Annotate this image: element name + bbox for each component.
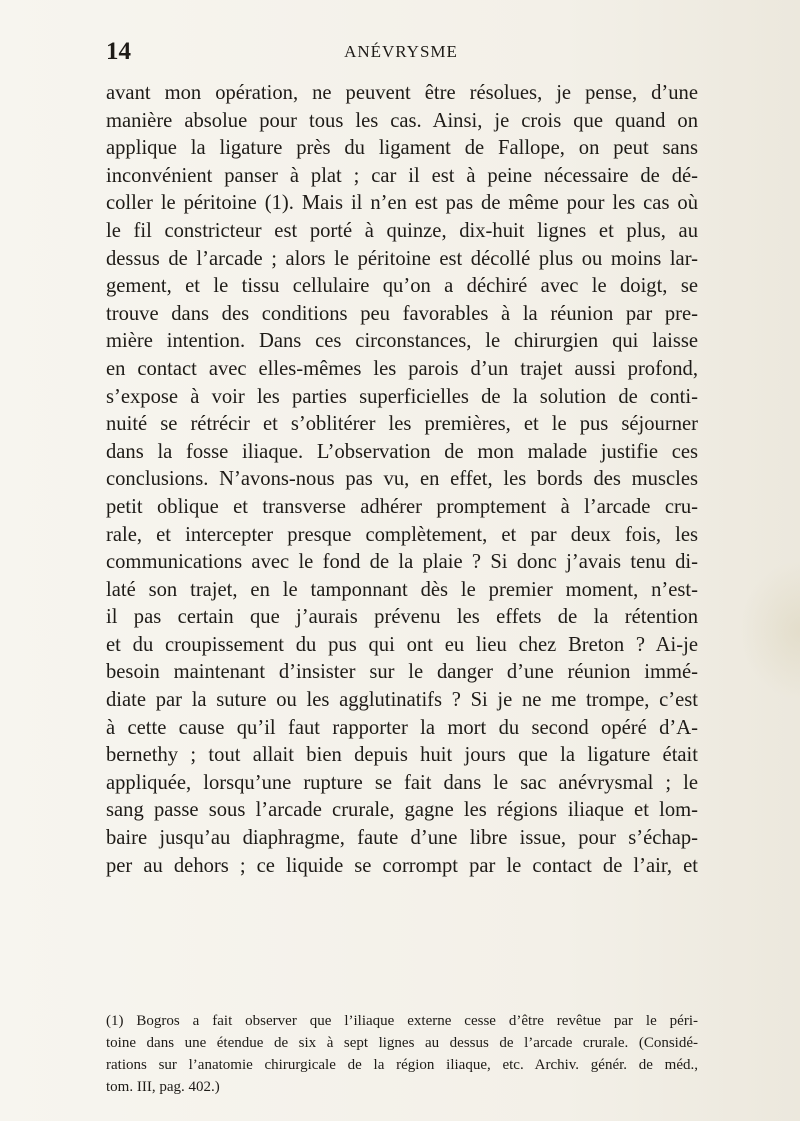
footnote-line: rations sur l’anatomie chirurgicale de la région iliaque, etc. Archiv. génér. de méd., xyxy=(106,1057,698,1073)
text-line: per au dehors ; ce liquide se corrompt par le contact de l’air, et xyxy=(106,854,698,877)
text-line: trouve dans des conditions peu favorables à la réunion par pre- xyxy=(106,302,698,325)
text-line: bernethy ; tout allait bien depuis huit jours que la ligature était xyxy=(106,744,698,767)
page-number: 14 xyxy=(106,38,131,65)
text-line: manière absolue pour tous les cas. Ainsi, je crois que quand on xyxy=(106,109,698,132)
footnote-line: toine dans une étendue de six à sept lignes au dessus de l’arcade crurale. (Considé- xyxy=(106,1035,698,1051)
text-line: coller le péritoine (1). Mais il n’en est pas de même pour les cas où xyxy=(106,192,698,215)
page-header xyxy=(106,38,696,68)
text-line: rale, et intercepter presque complètement, et par deux fois, les xyxy=(106,523,698,546)
footnote-line: (1) Bogros a fait observer que l’iliaque externe cesse d’être revêtue par le péri- xyxy=(106,1013,698,1029)
text-line: dessus de l’arcade ; alors le péritoine est décollé plus ou moins lar- xyxy=(106,247,698,270)
text-line: s’expose à voir les parties superficielles de la solution de conti- xyxy=(106,385,698,408)
text-line: appliquée, lorsqu’une rupture se fait dans le sac anévrysmal ; le xyxy=(106,771,698,794)
text-line: et du croupissement du pus qui ont eu lieu chez Breton ? Ai-je xyxy=(106,633,698,656)
footnote-line: tom. III, pag. 402.) xyxy=(106,1079,220,1095)
footnote xyxy=(106,1010,698,1098)
text-line: à cette cause qu’il faut rapporter la mort du second opéré d’A- xyxy=(106,716,698,739)
paper-stain xyxy=(740,560,800,700)
text-line: petit oblique et transverse adhérer promptement à l’arcade cru- xyxy=(106,495,698,518)
text-line: dans la fosse iliaque. L’observation de mon malade justifie ces xyxy=(106,440,698,463)
text-line: laté son trajet, en le tamponnant dès le premier moment, n’est- xyxy=(106,578,698,601)
text-line: en contact avec elles-mêmes les parois d’un trajet aussi profond, xyxy=(106,357,698,380)
text-line: le fil constricteur est porté à quinze, dix-huit lignes et plus, au xyxy=(106,219,698,242)
text-line: gement, et le tissu cellulaire qu’on a déchiré avec le doigt, se xyxy=(106,275,698,298)
text-line: communications avec le fond de la plaie ? Si donc j’avais tenu di- xyxy=(106,551,698,574)
text-line: nuité se rétrécir et s’oblitérer les premières, et le pus séjourner xyxy=(106,413,698,436)
text-line: mière intention. Dans ces circonstances, le chirurgien qui laisse xyxy=(106,330,698,353)
text-line: diate par la suture ou les agglutinatifs ? Si je ne me trompe, c’est xyxy=(106,689,698,712)
text-line: besoin maintenant d’insister sur le danger d’une réunion immé- xyxy=(106,661,698,684)
body-text xyxy=(106,80,698,880)
text-line: conclusions. N’avons-nous pas vu, en effet, les bords des muscles xyxy=(106,468,698,491)
text-line: applique la ligature près du ligament de Fallope, on peut sans xyxy=(106,137,698,160)
running-head: ANÉVRYSME xyxy=(344,42,458,61)
text-line: inconvénient panser à plat ; car il est à peine nécessaire de dé- xyxy=(106,164,698,187)
text-line: baire jusqu’au diaphragme, faute d’une libre issue, pour s’échap- xyxy=(106,827,698,850)
text-line: sang passe sous l’arcade crurale, gagne les régions iliaque et lom- xyxy=(106,799,698,822)
text-line: avant mon opération, ne peuvent être résolues, je pense, d’une xyxy=(106,82,698,104)
text-line: il pas certain que j’aurais prévenu les effets de la rétention xyxy=(106,606,698,629)
